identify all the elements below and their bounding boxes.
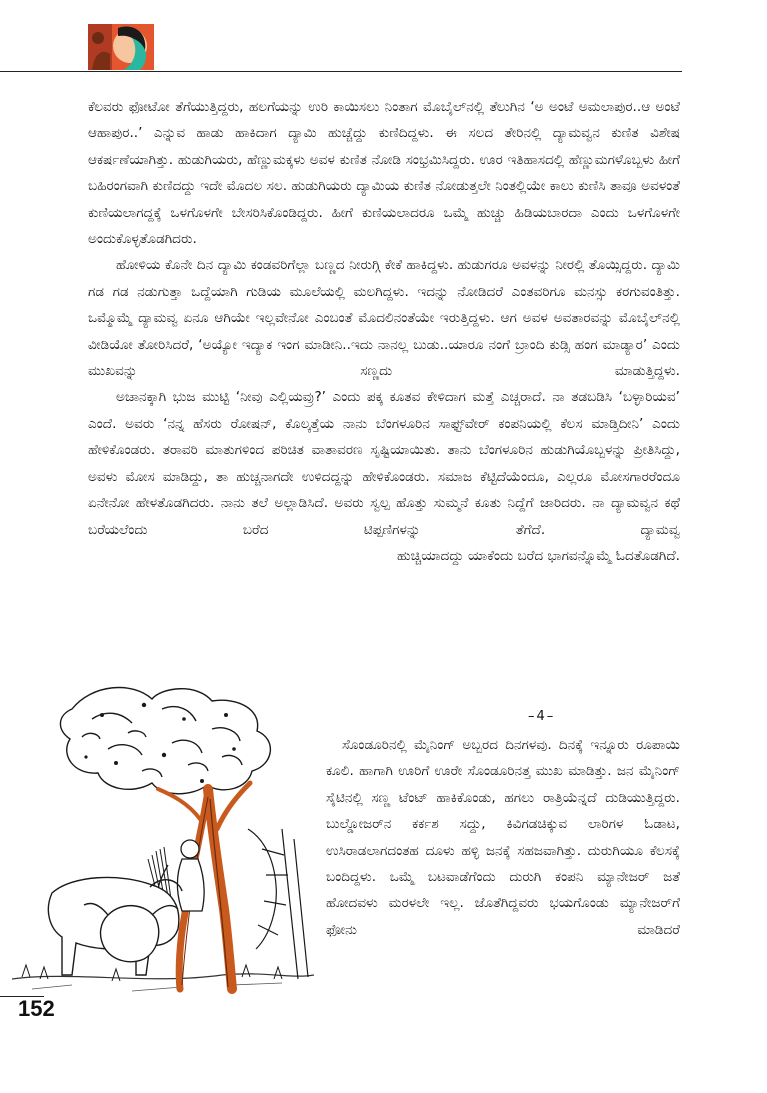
magazine-logo	[88, 24, 154, 70]
paragraph: ಹೋಳಿಯ ಕೊನೇ ದಿನ ದ್ಯಾಮಿ ಕಂಡವರಿಗೆಲ್ಲಾ ಬಣ್ಣದ ನೀರುಗ್ಗಿ ಕೇಕೆ ಹಾಕಿದ್ದಳು. ಹುಡುಗರೂ ಅವಳನ್ನು ನೀರಲ್ಲಿ ತೊಯ್ಸಿದ್ದರು. ದ್ಯಾಮಿ ಗಡ ಗಡ ನಡುಗುತ್ತಾ ಒದ್ದೆಯಾಗಿ ಗುಡಿಯ ಮೂಲೆಯಲ್ಲಿ ಮಲಗಿದ್ದಳು. ಇದನ್ನು ನೋಡಿದರೆ ಎಂತವರಿಗೂ ಮನಸ್ಸು ಕರಗುವಂತಿತ್ತು. ಒಮ್ಮೊಮ್ಮೆ ದ್ಯಾಮವ್ವ ಏನೂ ಆಗಿಯೇ ಇಲ್ಲವೇನೋ ಎಂಬಂತೆ ಮೊದಲಿನಂತೆಯೇ ಇರುತ್ತಿದ್ದಳು. ಆಗ ಅವಳ ಅವತಾರವನ್ನು ಮೊಬೈಲ್‌ನಲ್ಲಿ ವೀಡಿಯೋ ತೋರಿಸಿದರೆ, ‘ಅಯ್ಯೋ ಇದ್ಯಾಕ ಇಂಗ ಮಾಡೀನಿ..ಇದು ನಾನಲ್ಲ ಬುಡು..ಯಾರೂ ನಂಗೆ ಬ್ರಾಂದಿ ಕುಡ್ಸಿ ಹಂಗ ಮಾಡ್ಯಾರ’ ಎಂದು ಮುಖವನ್ನು ಸಣ್ಣದು ಮಾಡುತ್ತಿದ್ದಳು.	[88, 257, 680, 380]
section-number: –4–	[528, 709, 556, 724]
paragraph: ಅಚಾನಕ್ಕಾಗಿ ಭುಜ ಮುಟ್ಟಿ ‘ನೀವು ಎಲ್ಲಿಯವ್ರು?’ ಎಂದು ಪಕ್ಕ ಕೂತವ ಕೇಳಿದಾಗ ಮತ್ತೆ ಎಚ್ಚರಾದೆ. ನಾ ತಡಬಡಿಸಿ ‘ಬಳ್ಳಾರಿಯವ’ ಎಂದೆ. ಅವರು ‘ನನ್ನ ಹೆಸರು ರೋಷನ್, ಕೊಲ್ಕತ್ತೆಯ ನಾನು ಬೆಂಗಳೂರಿನ ಸಾಫ್ಟ್‌ವೇರ್ ಕಂಪನಿಯಲ್ಲಿ ಕೆಲಸ ಮಾಡ್ತಿದೀನಿ’ ಎಂದು ಹೇಳಿಕೊಂಡರು. ತರಾವರಿ ಮಾತುಗಳಿಂದ ಪರಿಚಿತ ವಾತಾವರಣ ಸೃಷ್ಟಿಯಾಯಿತು. ತಾನು ಬೆಂಗಳೂರಿನ ಹುಡುಗಿಯೊಬ್ಬಳನ್ನು ಪ್ರೀತಿಸಿದ್ದು, ಅವಳು ಮೋಸ ಮಾಡಿದ್ದು, ತಾ ಹುಚ್ಚನಾಗದೇ ಉಳಿದದ್ದನ್ನು ಹೇಳಿಕೊಂಡರು. ಸಮಾಜ ಕೆಟ್ಟಿದೆಯೆಂದೂ, ಎಲ್ಲರೂ ಮೋಸಗಾರರೆಂದೂ ಏನೇನೋ ಹೇಳತೊಡಗಿದರು. ನಾನು ತಲೆ ಅಲ್ಲಾಡಿಸಿದೆ. ಅವರು ಸ್ವಲ್ಪ ಹೊತ್ತು ಸುಮ್ಮನೆ ಕೂತು ನಿದ್ದೆಗೆ ಜಾರಿದರು. ನಾ ದ್ಯಾಮವ್ವನ ಕಥೆ ಬರೆಯಲೆಂದು ಬರೆದ ಟಿಪ್ಪಣಿಗಳನ್ನು ತೆಗೆದೆ. ದ್ಯಾಮವ್ವ	[88, 389, 680, 538]
tree-and-oxen-illustration	[12, 679, 314, 999]
page-number: 152	[18, 996, 55, 1021]
paragraph: ಕೆಲವರು ಫೋಟೋ ತೆಗೆಯುತ್ತಿದ್ದರು, ಹಲಗೆಯನ್ನು ಉರಿ ಕಾಯಿಸಲು ನಿಂತಾಗ ಮೊಬೈಲ್‌ನಲ್ಲಿ ತೆಲುಗಿನ ‘ಅ ಅಂಟೆ ಅಮಲಾಪುರ..ಆ ಅಂಟೆ ಆಹಾಪುರ..’ ಎನ್ನುವ ಹಾಡು ಹಾಕಿದಾಗ ದ್ಯಾಮಿ ಹುಚ್ಚೆದ್ದು ಕುಣಿದಿದ್ದಳು. ಈ ಸಲದ ತೇರಿನಲ್ಲಿ ದ್ಯಾಮವ್ವನ ಕುಣಿತ ವಿಶೇಷ ಆಕರ್ಷಣೆಯಾಗಿತ್ತು. ಹುಡುಗಿಯರು, ಹೆಣ್ಣುಮಕ್ಕಳು ಅವಳ ಕುಣಿತ ನೋಡಿ ಸಂಭ್ರಮಿಸಿದ್ದರು. ಊರ ಇತಿಹಾಸದಲ್ಲಿ ಹೆಣ್ಣುಮಗಳೊಬ್ಬಳು ಹೀಗೆ ಬಹಿರಂಗವಾಗಿ ಕುಣಿದದ್ದು ಇದೇ ಮೊದಲ ಸಲ. ಹುಡುಗಿಯರು ದ್ಯಾಮಿಯ ಕುಣಿತ ನೋಡುತ್ತಲೇ ನಿಂತಲ್ಲಿಯೇ ಕಾಲು ಕುಣಿಸಿ ತಾವೂ ಅವಳಂತೆ ಕುಣಿಯಲಾಗದ್ದಕ್ಕೆ ಒಳಗೊಳಗೇ ಬೇಸರಿಸಿಕೊಂಡಿದ್ದರು. ಹೀಗೆ ಕುಣಿಯಲಾದರೂ ಒಮ್ಮೆ ಹುಚ್ಚು ಹಿಡಿಯಬಾರದಾ ಎಂದು ಒಳಗೊಳಗೇ ಅಂದುಕೊಳ್ಳತೊಡಗಿದರು.	[88, 99, 680, 248]
header-rule	[0, 71, 682, 72]
column-body	[326, 732, 680, 943]
illustration-drawing	[12, 679, 314, 999]
logo-artwork	[88, 24, 154, 70]
paragraph: ಸೊಂಡೂರಿನಲ್ಲಿ ಮೈನಿಂಗ್ ಅಬ್ಬರದ ದಿನಗಳವು. ದಿನಕ್ಕೆ ಇನ್ನೂರು ರೂಪಾಯಿ ಕೂಲಿ. ಹಾಗಾಗಿ ಊರಿಗೆ ಊರೇ ಸೊಂಡೂರಿನತ್ತ ಮುಖ ಮಾಡಿತ್ತು. ಜನ ಮೈನಿಂಗ್ ಸೈಟಿನಲ್ಲಿ ಸಣ್ಣ ಟೆಂಟ್ ಹಾಕಿಕೊಂಡು, ಹಗಲು ರಾತ್ರಿಯೆನ್ನದೆ ದುಡಿಯುತ್ತಿದ್ದರು. ಬುಲ್ಡೋಜರ್‌ನ ಕರ್ಕಶ ಸದ್ದು, ಕಿವಿಗಡಚಿಕ್ಕುವ ಲಾರಿಗಳ ಓಡಾಟ, ಉಸಿರಾಡಲಾಗದಂತಹ ದೂಳು ಹಳ್ಳಿ ಜನಕ್ಕೆ ಸಹಜವಾಗಿತ್ತು. ದುರುಗಿಯೂ ಕೆಲಸಕ್ಕೆ ಬಂದಿದ್ದಳು. ಒಮ್ಮೆ ಬಟವಾಡೆಗೆಂದು ದುರುಗಿ ಕಂಪನಿ ಮ್ಯಾನೇಜರ್ ಜತೆ ಹೋದವಳು ಮರಳಲೇ ಇಲ್ಲ. ಜೊತೆಗಿದ್ದವರು ಭಯಗೊಂಡು ಮ್ಯಾನೇಜರ್‌ಗೆ ಫೋನು ಮಾಡಿದರೆ	[326, 737, 680, 938]
article-body	[88, 94, 680, 569]
paragraph-end-line: ಹುಚ್ಚಿಯಾದದ್ದು ಯಾಕೆಂದು ಬರೆದ ಭಾಗವನ್ನೊಮ್ಮೆ ಓದತೊಡಗಿದೆ.	[396, 547, 680, 564]
